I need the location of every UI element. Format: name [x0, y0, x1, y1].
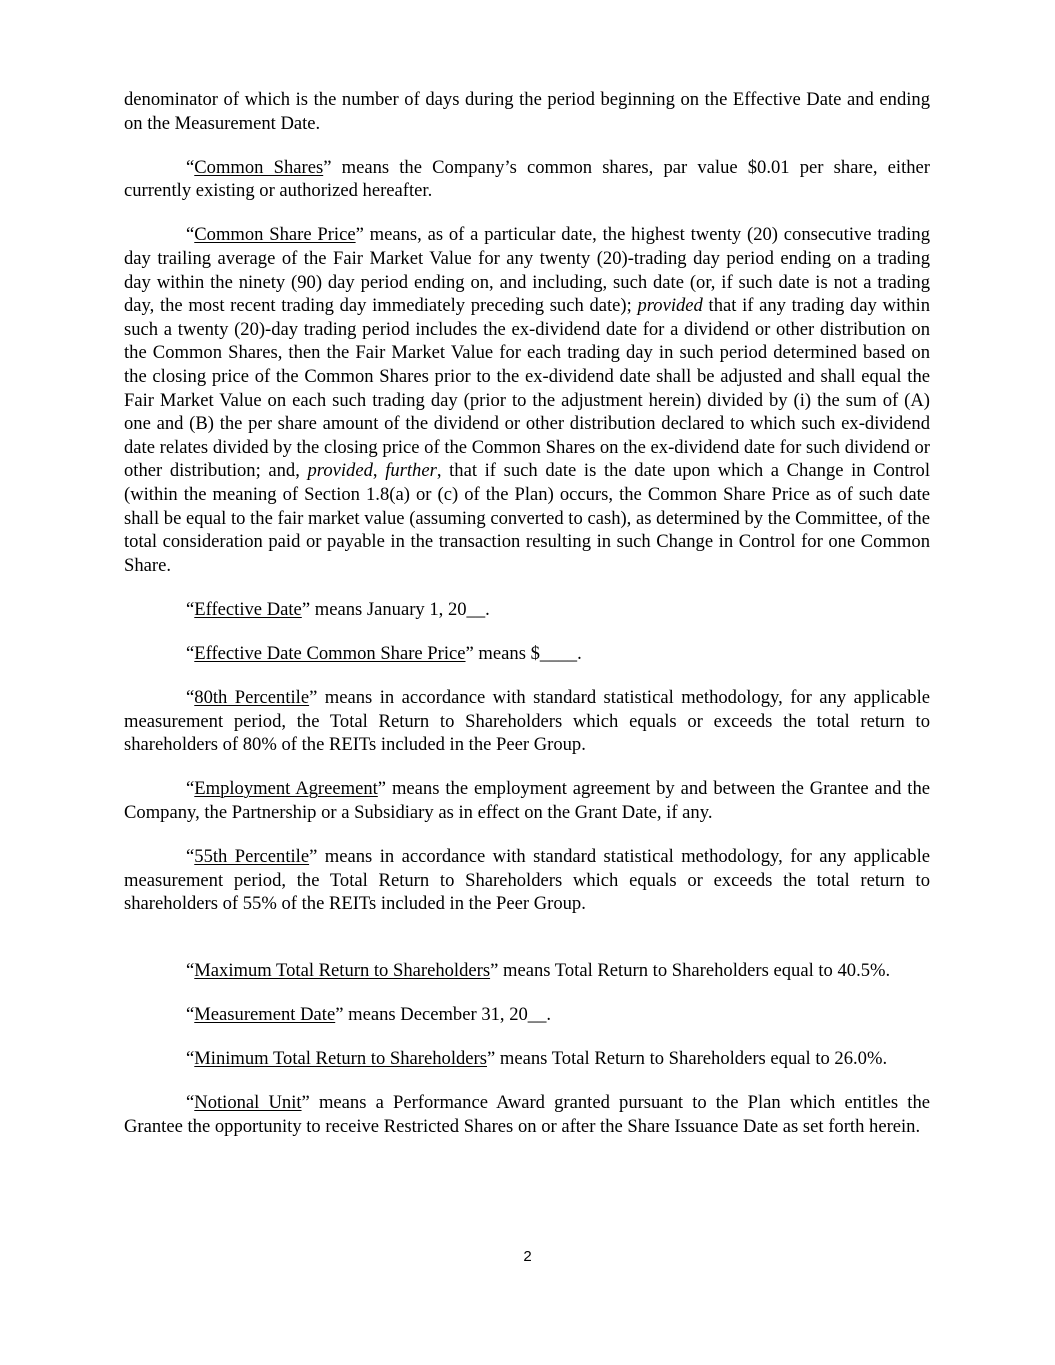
intro-paragraph: denominator of which is the number of days during the period beginning on the Effective Date and ending on the Measurement Date. — [124, 89, 930, 134]
defined-term: Minimum Total Return to Shareholders — [194, 1047, 487, 1069]
definition-employment-agreement: “Employment Agreement” means the employment agreement by and between the Grantee and the Company, the Partnership or a Subsidiary as in effect on the Grant Date, if any. — [124, 778, 931, 823]
definition-effective-date-common-share-price: “Effective Date Common Share Price” means $____. — [186, 642, 582, 664]
defined-term: Common Share Price — [194, 224, 356, 246]
defined-term: Maximum Total Return to Shareholders — [194, 959, 491, 981]
definition-minimum-total-return: “Minimum Total Return to Shareholders” means Total Return to Shareholders equal to 26.0%. — [186, 1047, 888, 1069]
defined-term: Effective Date — [194, 598, 302, 620]
defined-term: 80th Percentile — [194, 686, 310, 708]
definition-maximum-total-return: “Maximum Total Return to Shareholders” means Total Return to Shareholders equal to 40.5%. — [186, 959, 891, 981]
definition-55th-percentile: “55th Percentile” means in accordance with standard statistical methodology, for any applicable measurement period, the Total Return to Shareholders which equals or exceeds the total return to shareholders of 55% of the REITs included in the Peer Group. — [124, 845, 930, 915]
definition-effective-date: “Effective Date” means January 1, 20__. — [186, 598, 490, 620]
defined-term: Common Shares — [194, 156, 324, 178]
defined-term: Measurement Date — [194, 1003, 336, 1025]
defined-term: Effective Date Common Share Price — [194, 642, 466, 664]
definition-notional-unit: “Notional Unit” means a Performance Award granted pursuant to the Plan which entitles the Grantee the opportunity to receive Restricted Shares on or after the Share Issuance Date as set forth herein. — [124, 1092, 931, 1137]
defined-term: 55th Percentile — [194, 845, 310, 867]
definition-80th-percentile: “80th Percentile” means in accordance with standard statistical methodology, for any applicable measurement period, the Total Return to Shareholders which equals or exceeds the total return to shareholders of 80% of the REITs included in the Peer Group. — [124, 686, 930, 756]
definition-common-shares: “Common Shares” means the Company’s common shares, par value $0.01 per share, either currently existing or authorized hereafter. — [124, 156, 930, 202]
defined-term: Notional Unit — [194, 1092, 302, 1113]
document-page — [124, 88, 930, 1159]
defined-term: Employment Agreement — [194, 778, 378, 800]
page-number: 2 — [523, 1248, 532, 1265]
definition-common-share-price: “Common Share Price” means, as of a particular date, the highest twenty (20) consecutive trading day trailing average of the Fair Market Value for any twenty (20)-trading day period ending on a trading day within the ninety (90) day period ending on, and including, such date (or, if such date is not a trading day, the most recent trading day immediately preceding such date); provided that if any trading day within such a twenty (20)-day trading period includes the ex-dividend date for a dividend or other distribution on the Common Shares, then the Fair Market Value for each trading day in such period determined based on the closing price of the Common Shares prior to the ex-dividend date shall be adjusted and shall equal the Fair Market Value on each such trading day (prior to the adjustment herein) divided by (i) the sum of (A) one and (B) the per share amount of the dividend or other distribution declared to which such ex-dividend date relates divided by the closing price of the Common Shares on the ex-dividend date for such dividend or other distribution; and, provided, further, that if such date is the date upon which a Change in Control (within the meaning of Section 1.8(a) or (c) of the Plan) occurs, the Common Share Price as of such date shall be equal to the fair market value (assuming converted to cash), as determined by the Committee, of the total consideration paid or payable in the transaction resulting in such Change in Control for one Common Share. — [124, 224, 930, 576]
definition-measurement-date: “Measurement Date” means December 31, 20__. — [186, 1003, 552, 1025]
